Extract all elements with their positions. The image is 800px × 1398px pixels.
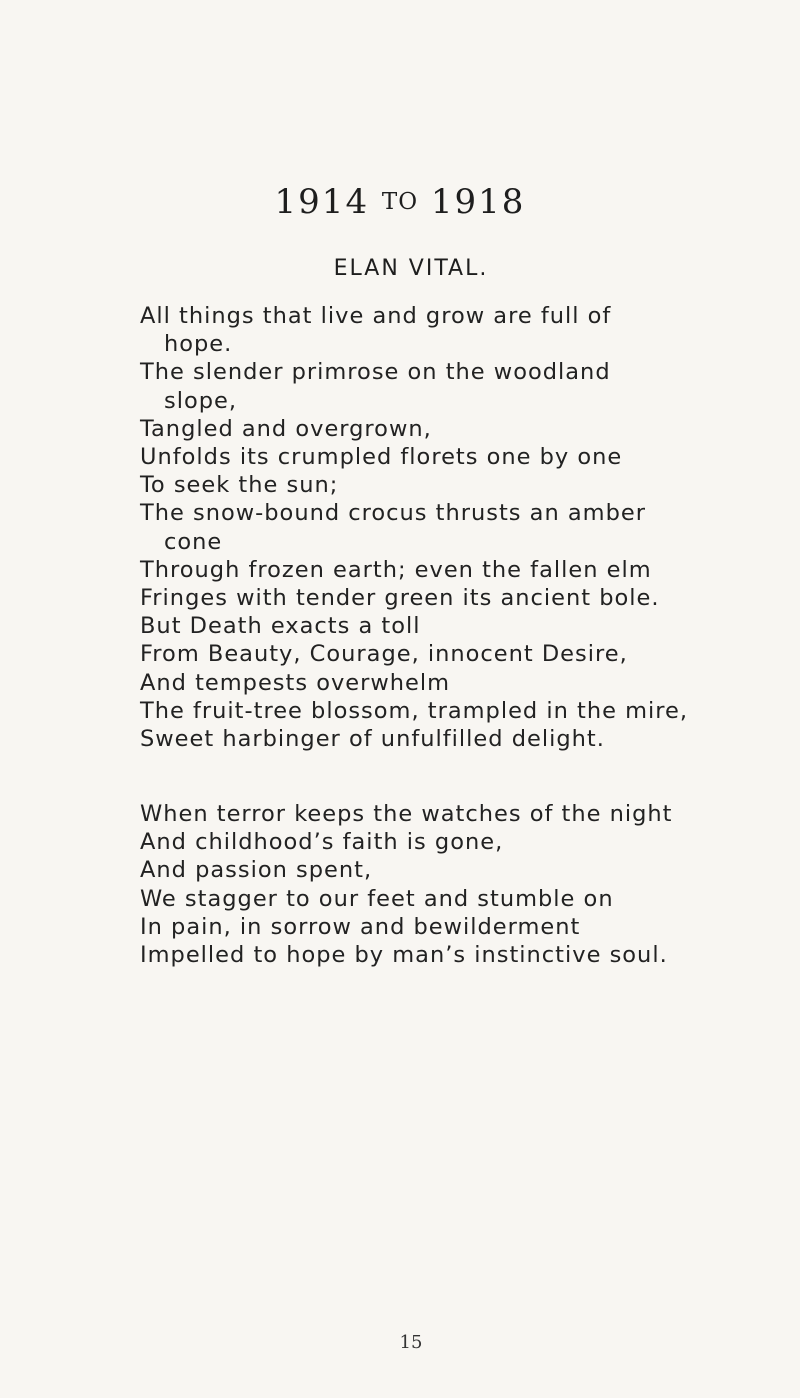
- verse-line: When terror keeps the watches of the night: [140, 801, 673, 827]
- stanza-1: [140, 302, 700, 753]
- verse-line: All things that live and grow are full of: [140, 303, 612, 329]
- verse-line-continuation: slope,: [164, 387, 238, 414]
- verse-line: Unfolds its crumpled florets one by one: [140, 444, 623, 471]
- running-head-connector: TO: [381, 189, 419, 215]
- verse-line: Through frozen earth; even the fallen elm: [140, 556, 652, 583]
- verse-line: But Death exacts a toll: [140, 613, 421, 640]
- poem-title: ELAN VITAL.: [333, 256, 489, 281]
- stanza-2: [140, 800, 700, 969]
- verse-line: The slender primrose on the woodland: [140, 359, 611, 386]
- verse-line: Impelled to hope by man’s instinctive soul.: [140, 942, 668, 969]
- page-number: 15: [399, 1332, 423, 1353]
- verse-line: And childhood’s faith is gone,: [140, 829, 504, 856]
- verse-line: In pain, in sorrow and bewilderment: [140, 913, 581, 940]
- verse-line: Sweet harbinger of unfulfilled delight.: [140, 726, 605, 753]
- verse-line: Tangled and overgrown,: [140, 415, 432, 442]
- running-head-year-end: 1918: [430, 182, 526, 222]
- running-head: [0, 182, 800, 222]
- verse-line: And passion spent,: [140, 857, 373, 884]
- verse-line: To seek the sun;: [140, 472, 339, 499]
- verse-line: Fringes with tender green its ancient bole.: [140, 585, 660, 612]
- running-head-year-start: 1914: [274, 182, 370, 222]
- verse-line: And tempests overwhelm: [140, 669, 451, 696]
- verse-line-continuation: hope.: [164, 331, 233, 358]
- verse-line-continuation: cone: [164, 528, 223, 555]
- verse-line: From Beauty, Courage, innocent Desire,: [140, 641, 628, 668]
- verse-line: The fruit-tree blossom, trampled in the mire,: [140, 697, 689, 724]
- verse-line: The snow-bound crocus thrusts an amber: [140, 500, 646, 527]
- verse-line: We stagger to our feet and stumble on: [140, 885, 614, 912]
